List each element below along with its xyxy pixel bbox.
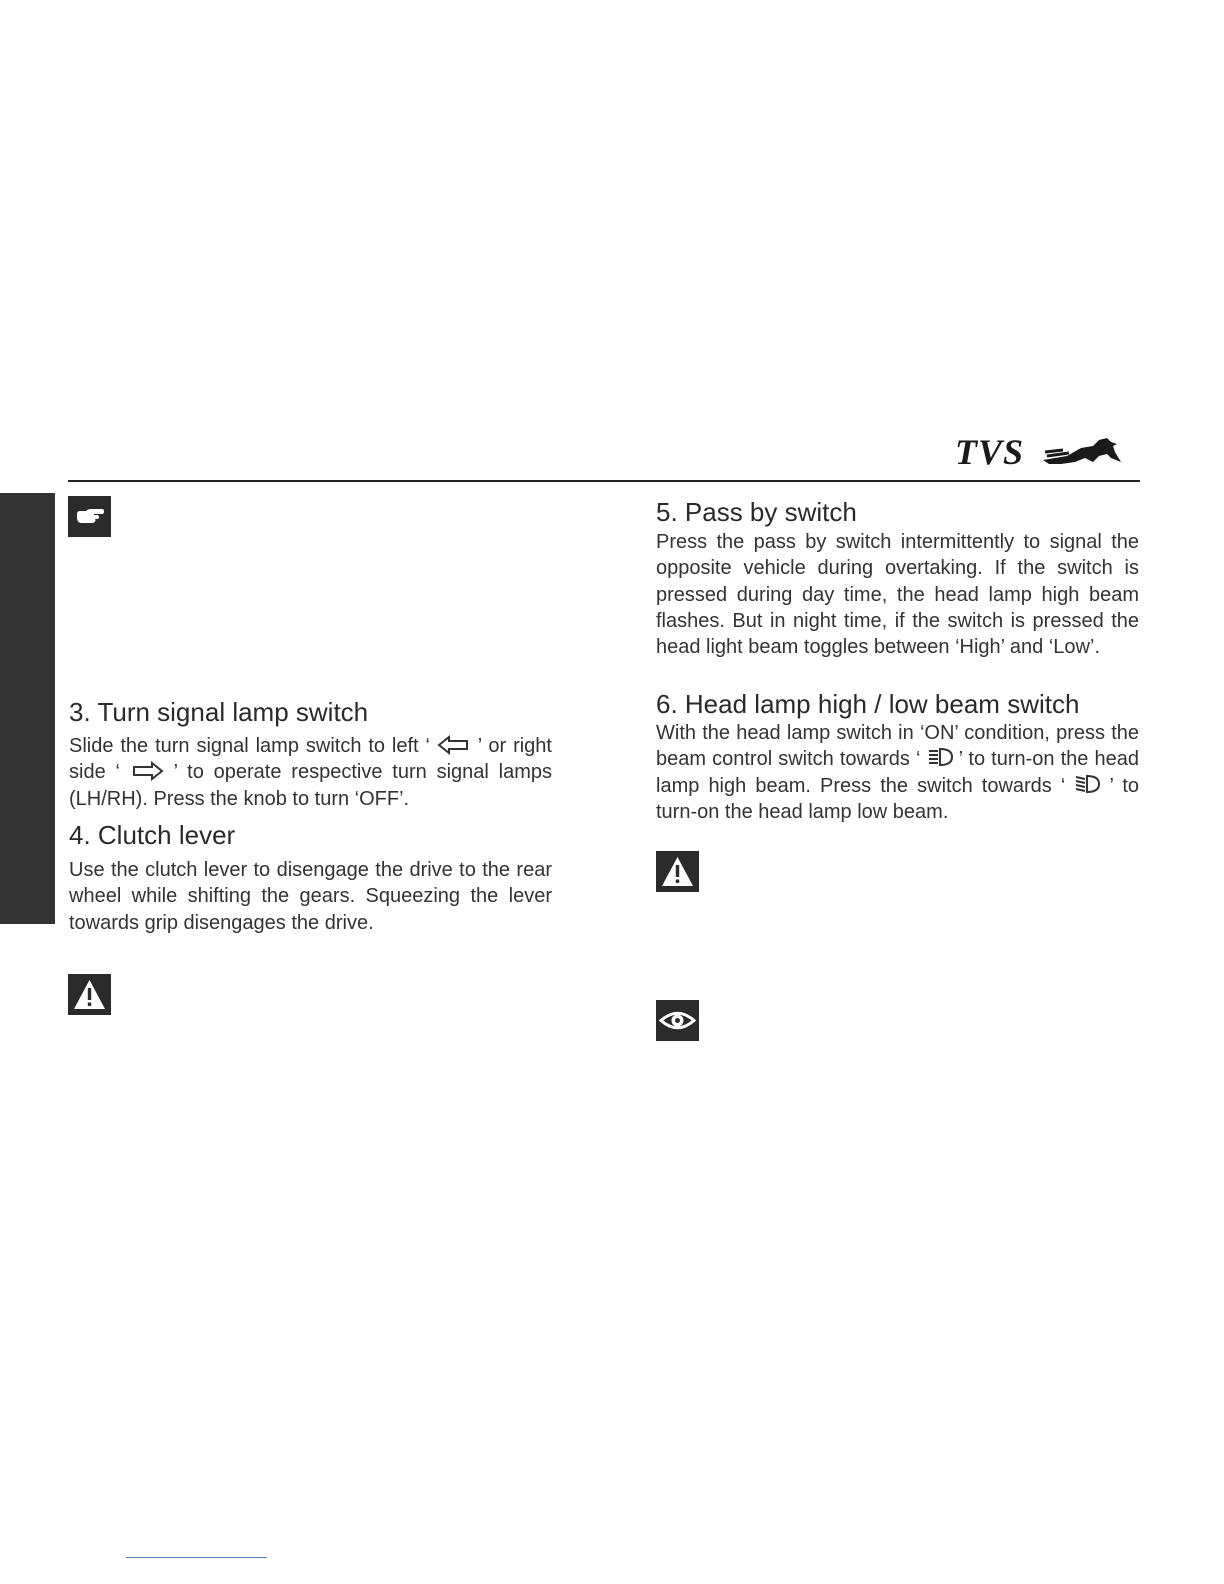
section-4-body: Use the clutch lever to disengage the drive to the rear wheel while shifting the gears. Squeezing the lever towards grip disengages the drive.	[69, 859, 552, 934]
warning-triangle-icon	[656, 851, 699, 892]
section-3-text-1: Slide the turn signal lamp switch to left ‘	[69, 735, 430, 757]
section-3-body	[69, 733, 552, 812]
section-3-title: 3. Turn signal lamp switch	[69, 697, 369, 727]
eye-icon	[656, 1000, 699, 1041]
pointing-hand-icon	[68, 496, 111, 537]
left-arrow-icon	[437, 735, 471, 755]
warning-triangle-icon	[68, 974, 111, 1015]
header-rule	[68, 480, 1140, 482]
section-6-text-1: With the head lamp switch in ‘ON’ condition, press the beam control switch towards ‘	[656, 722, 1139, 771]
section-6-text-2: ’ to turn-on the head lamp high beam. Press the switch towards ‘	[656, 748, 1140, 797]
section-3-text-3: ’ to operate respective turn signal lamps (LH/RH). Press the knob to turn ‘OFF’.	[69, 761, 552, 810]
section-6-body	[656, 720, 1139, 825]
section-6-title: 6. Head lamp high / low beam switch	[656, 689, 1080, 719]
section-4-title: 4. Clutch lever	[69, 820, 236, 850]
section-6-text-3: ’ to turn-on the head lamp low beam.	[656, 774, 1140, 823]
logo-text: TVS	[955, 432, 1025, 472]
high-beam-icon	[927, 746, 953, 768]
side-tab	[0, 493, 55, 924]
footer-link-underline	[126, 1557, 267, 1558]
right-arrow-icon	[130, 761, 164, 781]
horse-icon	[1041, 434, 1123, 468]
low-beam-icon	[1074, 773, 1100, 795]
section-3-text-2: ’ or right side ‘	[69, 735, 552, 784]
tvs-logo	[955, 430, 1125, 474]
section-5-body: Press the pass by switch intermittently to signal the opposite vehicle during overtaking. If the switch is pressed during day time, the head lamp high beam flashes. But in night time, if the switch is pressed the head light beam toggles between ‘High’ and ‘Low’.	[656, 531, 1139, 659]
section-5-title: 5. Pass by switch	[656, 497, 857, 527]
